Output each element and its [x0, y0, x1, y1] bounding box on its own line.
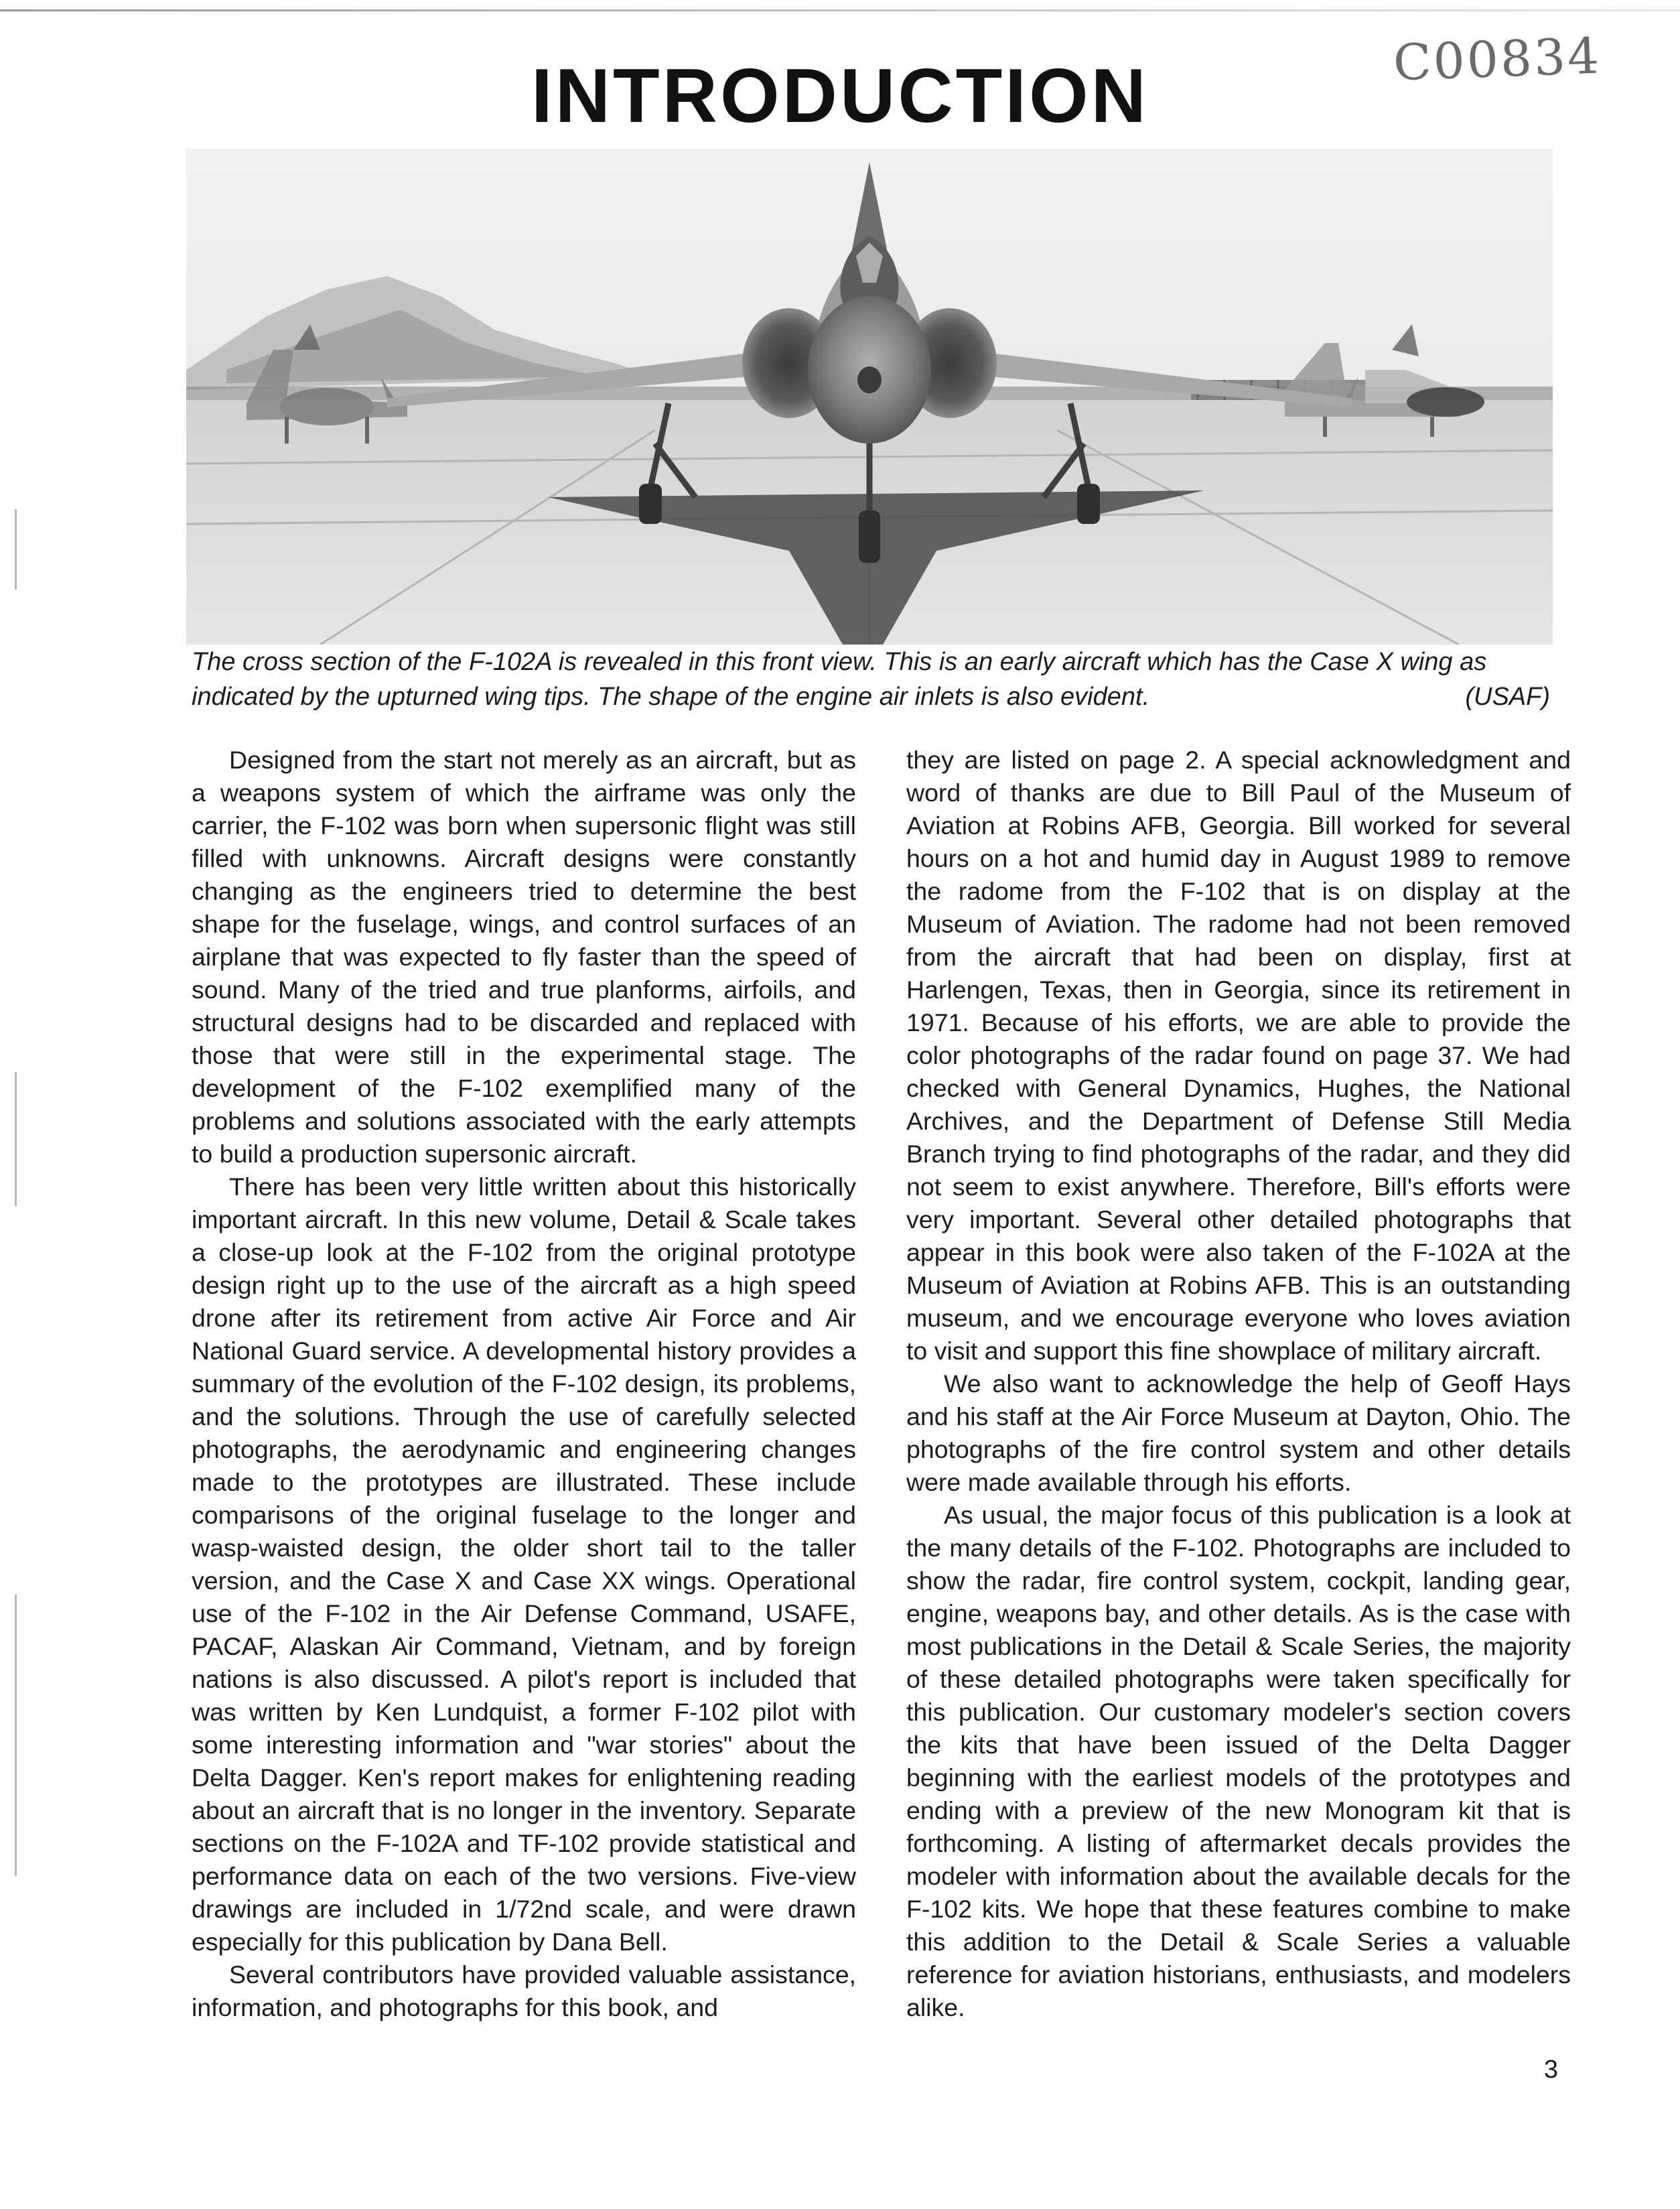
body-column-left — [192, 744, 856, 2024]
photo-credit: (USAF) — [1465, 683, 1550, 711]
body-paragraph: There has been very little written about this historically important aircraft. In this new volume, Detail & Scale takes a close-up look at the F-102 from the original prototype design right up to the use of the aircraft as a high speed drone after its retirement from active Air Force and Air National Guard service. A developmental history provides a summary of the evolution of the F-102 design, its problems, and the solutions. Through the use of carefully selected photographs, the aerodynamic and engineering changes made to the prototypes are illustrated. These include comparisons of the original fuselage to the longer and wasp-waisted design, the older short tail to the taller version, and the Case X and Case XX wings. Operational use of the F-102 in the Air Defense Command, USAFE, PACAF, Alaskan Air Command, Vietnam, and by foreign nations is also discussed. A pilot's report is included that was written by Ken Lundquist, a former F-102 pilot with some interesting information and "war stories" about the Delta Dagger. Ken's report makes for enlightening reading about an aircraft that is no longer in the inventory. Separate sections on the F-102A and TF-102 provide statistical and performance data on each of the two versions. Five-view drawings are included in 1/72nd scale, and were drawn especially for this publication by Dana Bell. — [192, 1173, 856, 1956]
archive-stamp: C00834 — [1392, 27, 1602, 92]
body-paragraph: Designed from the start not merely as an aircraft, but as a weapons system of which the airframe was only the carrier, the F-102 was born when supersonic flight was still filled with unknowns. Aircraft designs were constantly changing as the engineers tried to determine the best shape for the fuselage, wings, and control surfaces of an airplane that was expected to fly faster than the speed of sound. Many of the tried and true planforms, airfoils, and structural designs had to be discarded and replaced with those that were still in the experimental stage. The development of the F-102 exemplified many of the problems and solutions associated with the early attempts to build a production supersonic aircraft. — [192, 746, 856, 1168]
caption-line-1: The cross section of the F-102A is revealed in this front view. This is an early aircraft which has the Case X wing as — [192, 648, 1487, 676]
body-paragraph: they are listed on page 2. A special acknowledgment and word of thanks are due to Bill Paul of the Museum of Aviation at Robins AFB, Georgia. Bill worked for several hours on a hot and humid day in August 1989 to remove the radome from the F-102 that is on display at the Museum of Aviation. The radome had not been removed from the aircraft that had been on display, first at Harlengen, Texas, then in Georgia, since its retirement in 1971. Because of his efforts, we are able to provide the color photographs of the radar found on page 37. We had checked with General Dynamics, Hughes, the National Archives, and the Department of Defense Still Media Branch trying to find photographs of the radar, and they did not seem to exist anywhere. Therefore, Bill's efforts were very important. Several other detailed photographs that appear in this book were also taken of the F-102A at the Museum of Aviation at Robins AFB. This is an outstanding museum, and we encourage everyone who loves aviation to visit and support this fine showplace of military aircraft. — [906, 746, 1571, 1365]
margin-mark — [15, 1072, 17, 1206]
body-column-right — [906, 744, 1571, 2024]
margin-mark — [15, 509, 17, 590]
body-paragraph: As usual, the major focus of this publication is a look at the many details of the F-102. Photographs are included to show the radar, fire control system, cockpit, landing gear, engine, weapons bay, and other details. As is the case with most publications in the Detail & Scale Series, the majority of these detailed photographs were taken specifically for this publication. Our customary modeler's section covers the kits that have been issued of the Delta Dagger beginning with the earliest models of the prototypes and ending with a preview of the new Monogram kit that is forthcoming. A listing of aftermarket decals provides the modeler with information about the available decals for the F-102 kits. We hope that these features combine to make this addition to the Detail & Scale Series a valuable reference for aviation historians, enthusiasts, and modelers alike. — [906, 1501, 1571, 2021]
aircraft-photo-illustration — [186, 149, 1553, 645]
caption-line-2 — [192, 679, 1550, 714]
page-number: 3 — [1543, 2056, 1558, 2084]
scan-edge-rule — [0, 9, 1680, 11]
margin-mark — [15, 1595, 17, 1876]
page-title: INTRODUCTION — [531, 54, 1149, 139]
photo-caption — [192, 645, 1550, 714]
aircraft-photo — [186, 149, 1553, 645]
body-paragraph: Several contributors have provided valuable assistance, information, and photographs for this book, and — [192, 1960, 856, 2021]
body-paragraph: We also want to acknowledge the help of Geoff Hays and his staff at the Air Force Museum at Dayton, Ohio. The photographs of the fire control system and other details were made available through his efforts. — [906, 1369, 1571, 1496]
caption-line-2-text: indicated by the upturned wing tips. The shape of the engine air inlets is also evident. — [192, 683, 1150, 711]
